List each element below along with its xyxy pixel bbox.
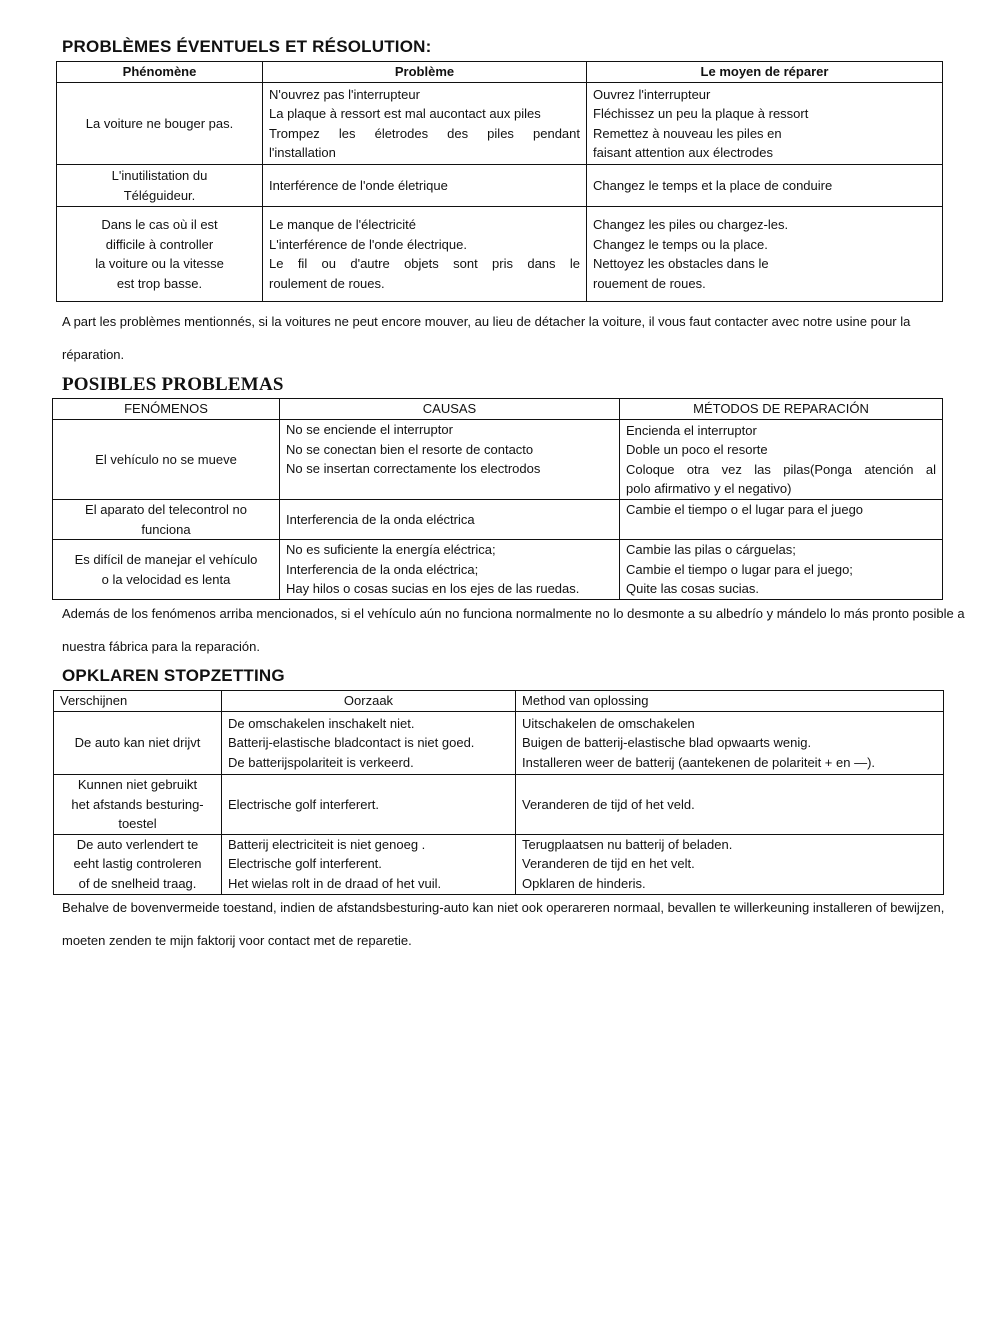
cell-line: Cambie el tiempo o lugar para el juego;: [626, 561, 853, 577]
cell-line: Changez les piles ou chargez-les.: [593, 217, 789, 232]
cell-line: of de snelheid traag.: [78, 875, 197, 891]
table-header-row: [53, 399, 943, 420]
header-phenomenon: Phénomène: [57, 62, 263, 83]
cell-line: Buigen de batterij-elastische blad opwaarts wenig.: [522, 735, 812, 751]
section-title-es: POSIBLES PROBLEMAS: [62, 374, 284, 395]
cell-line: roulement de roues.: [269, 275, 385, 291]
phenomenon-cell: [54, 775, 222, 835]
problem-cell: [222, 712, 516, 775]
cell-line: Batterij electriciteit is niet genoeg .: [228, 836, 426, 852]
fix-cell: [620, 540, 943, 600]
cell-line: No es suficiente la energía eléctrica;: [286, 542, 496, 558]
cell-line: Interferencia de la onda eléctrica;: [286, 561, 479, 577]
header-fix: Method van oplossing: [516, 691, 944, 712]
fix-cell: [516, 834, 944, 894]
cell-line: l'installation: [269, 145, 336, 160]
cell-line: Veranderen de tijd en het velt.: [522, 856, 695, 872]
troubleshooting-table-es: [52, 398, 943, 600]
note-es: Además de los fenómenos arriba mencionados, si el vehículo aún no funciona normalmente no lo desmonte a su albedrío y mándelo lo más pronto posible a nuestra fábrica para la reparación.: [62, 606, 965, 654]
fix-cell: [516, 712, 944, 775]
fix-cell: [516, 775, 944, 835]
problem-cell: [222, 775, 516, 835]
cell-line: Coloque otra vez las pilas(Ponga atención al: [626, 461, 936, 477]
header-problem: CAUSAS: [280, 399, 620, 420]
cell-line: Encienda el interruptor: [626, 422, 757, 438]
problem-cell: [222, 834, 516, 894]
fix-cell: [587, 207, 943, 302]
cell-line: Cambie el tiempo o el lugar para el juego: [626, 502, 864, 517]
table-row: [53, 540, 943, 600]
cell-line: polo afirmativo y el negativo): [626, 481, 792, 496]
phenomenon-cell: [57, 83, 263, 165]
cell-line: o la velocidad es lenta: [101, 571, 231, 587]
header-phenomenon: Verschijnen: [54, 691, 222, 712]
cell-line: Le fil ou d'autre objets sont pris dans le: [269, 256, 580, 271]
cell-line: Changez le temps et la place de conduire: [593, 177, 833, 193]
note-fr: A part les problèmes mentionnés, si la voitures ne peut encore mouver, au lieu de détacher la voiture, il vous faut contacter avec notre usine pour la réparation.: [62, 314, 911, 362]
cell-line: No se conectan bien el resorte de contacto: [286, 441, 534, 457]
phenomenon-cell: [57, 165, 263, 207]
table-header-row: [54, 691, 944, 712]
cell-line: La voiture ne bouger pas.: [85, 115, 234, 131]
section-title-fr: PROBLÈMES ÉVENTUELS ET RÉSOLUTION:: [62, 37, 432, 56]
cell-line: Interférence de l'onde életrique: [269, 177, 448, 193]
cell-line: Electrische golf interferent.: [228, 856, 382, 872]
cell-line: het afstands besturing-: [71, 796, 204, 812]
problem-cell: [280, 540, 620, 600]
cell-line: faisant attention aux électrodes: [593, 145, 773, 160]
cell-line: Dans le cas où il est: [101, 217, 218, 232]
problem-cell: [280, 420, 620, 500]
table-row: [57, 207, 943, 302]
troubleshooting-table-fr: [56, 61, 943, 302]
problem-cell: [263, 207, 587, 302]
header-problem: Oorzaak: [222, 691, 516, 712]
cell-line: rouement de roues.: [593, 275, 706, 291]
cell-line: la voiture ou la vitesse: [95, 256, 224, 271]
cell-line: Terugplaatsen nu batterij of beladen.: [522, 836, 733, 852]
cell-line: De omschakelen inschakelt niet.: [228, 715, 415, 731]
cell-line: Het wielas rolt in de draad of het vuil.: [228, 875, 442, 891]
header-fix: MÉTODOS DE REPARACIÓN: [620, 399, 943, 420]
fix-cell: [620, 500, 943, 540]
fix-cell: [587, 83, 943, 165]
cell-line: eeht lastig controleren: [73, 856, 202, 872]
cell-line: toestel: [118, 816, 157, 831]
cell-line: Doble un poco el resorte: [626, 442, 768, 457]
cell-line: Electrische golf interferert.: [228, 796, 380, 812]
fix-cell: [587, 165, 943, 207]
cell-line: Remettez à nouveau les piles en: [593, 125, 782, 141]
cell-line: L'interférence de l'onde électrique.: [269, 236, 467, 252]
cell-line: Ouvrez l'interrupteur: [593, 86, 711, 102]
phenomenon-cell: [54, 712, 222, 775]
table-row: [54, 712, 944, 775]
table-row: [53, 420, 943, 500]
cell-line: N'ouvrez pas l'interrupteur: [269, 86, 420, 102]
cell-line: Changez le temps ou la place.: [593, 236, 768, 252]
cell-line: No se enciende el interruptor: [286, 422, 453, 437]
table-header-row: [57, 62, 943, 83]
cell-line: Trompez les életrodes des piles pendant: [269, 125, 580, 141]
cell-line: Kunnen niet gebruikt: [77, 777, 198, 792]
cell-line: Le manque de l'électricité: [269, 217, 417, 232]
cell-line: funciona: [141, 521, 191, 537]
cell-line: Installeren weer de batterij (aantekenen de polariteit + en —).: [522, 754, 876, 770]
note-nl: Behalve de bovenvermeide toestand, indien de afstandsbesturing-auto kan niet ook operareren normaal, bevallen te willerkeuning installeren of bewijzen, moeten zenden te mijn faktorij voor contact met de reparetie.: [62, 900, 945, 948]
cell-line: El vehículo no se mueve: [95, 451, 237, 467]
cell-line: De batterijspolariteit is verkeerd.: [228, 754, 414, 770]
cell-line: Opklaren de hinderis.: [522, 875, 646, 891]
cell-line: Quite las cosas sucias.: [626, 581, 759, 597]
cell-line: L'inutilistation du: [111, 168, 208, 183]
header-fix: Le moyen de réparer: [587, 62, 943, 83]
phenomenon-cell: [53, 540, 280, 600]
problem-cell: [263, 83, 587, 165]
fix-cell: [620, 420, 943, 500]
cell-line: est trop basse.: [116, 275, 203, 291]
table-row: [53, 500, 943, 540]
cell-line: Batterij-elastische bladcontact is niet goed.: [228, 735, 475, 751]
cell-line: difficile à controller: [105, 236, 214, 252]
cell-line: Es difícil de manejar el vehículo: [74, 552, 258, 567]
section-title-nl: OPKLAREN STOPZETTING: [62, 666, 285, 685]
table-row: [54, 834, 944, 894]
cell-line: Veranderen de tijd of het veld.: [522, 796, 695, 812]
table-row: [54, 775, 944, 835]
problem-cell: [280, 500, 620, 540]
cell-line: De auto verlendert te: [76, 836, 199, 852]
header-problem: Problème: [263, 62, 587, 83]
cell-line: Nettoyez les obstacles dans le: [593, 256, 769, 271]
cell-line: El aparato del telecontrol no: [85, 502, 247, 517]
cell-line: Uitschakelen de omschakelen: [522, 715, 695, 731]
cell-line: Téléguideur.: [123, 187, 196, 203]
cell-line: Fléchissez un peu la plaque à ressort: [593, 106, 809, 121]
phenomenon-cell: [53, 420, 280, 500]
phenomenon-cell: [57, 207, 263, 302]
table-row: [57, 165, 943, 207]
cell-line: Cambie las pilas o cárguelas;: [626, 542, 796, 558]
cell-line: De auto kan niet drijvt: [74, 735, 201, 751]
phenomenon-cell: [53, 500, 280, 540]
cell-line: Hay hilos o cosas sucias en los ejes de las ruedas.: [286, 581, 580, 597]
cell-line: Interferencia de la onda eléctrica: [286, 511, 475, 527]
problem-cell: [263, 165, 587, 207]
phenomenon-cell: [54, 834, 222, 894]
cell-line: La plaque à ressort est mal aucontact aux piles: [269, 106, 541, 121]
cell-line: No se insertan correctamente los electrodos: [286, 461, 541, 476]
table-row: [57, 83, 943, 165]
troubleshooting-table-nl: [53, 690, 944, 895]
header-phenomenon: FENÓMENOS: [53, 399, 280, 420]
